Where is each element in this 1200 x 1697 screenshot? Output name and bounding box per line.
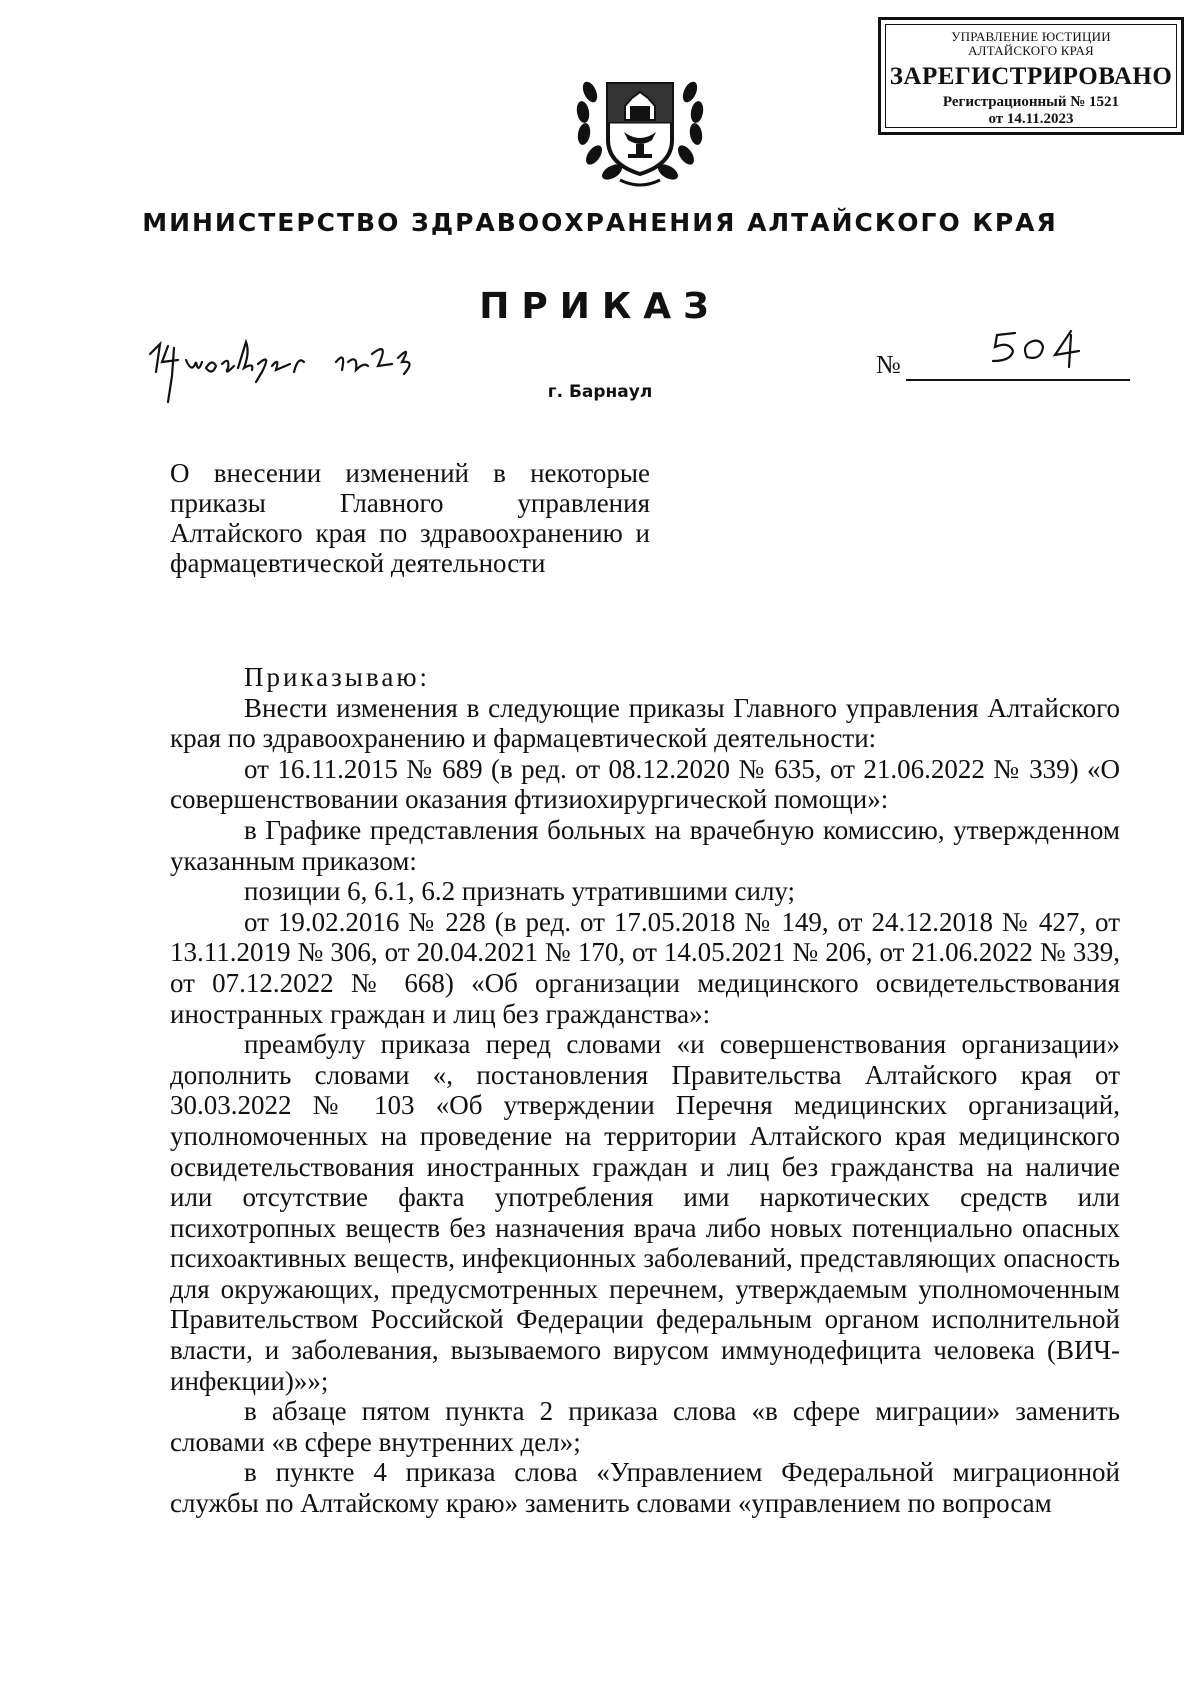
handwritten-number (985, 327, 1105, 377)
coat-of-arms-icon (570, 62, 710, 190)
body-paragraph: Приказываю: (244, 662, 430, 692)
body-paragraph: преамбулу приказа перед словами «и совершенствования организации» дополнить словами «, постановления Правительства Алтайского края от 30.03.2022 № 103 «Об утверждении Перечня медицинских организаций, уполномоченных на проведение на территории Алтайского края медицинского освидетельствования иностранных граждан и лиц без гражданства на наличие или отсутствие факта употребления ими наркотических средств или психотропных веществ без назначения врача либо новых потенциально опасных психоактивных веществ, инфекционных заболеваний, представляющих опасность для окружающих, предусмотренных перечнем, утверждаемым уполномоченным Правительством Российской Федерации федеральным органом исполнительной власти, и заболевания, вызываемого вирусом иммунодефицита человека (ВИЧ-инфекции)»»; (170, 1029, 1120, 1396)
body-paragraph: в пункте 4 приказа слова «Управлением Федеральной миграционной службы по Алтайскому краю» заменить словами «управлением по вопросам (170, 1457, 1120, 1519)
body-paragraph: от 19.02.2016 № 228 (в ред. от 17.05.2018 № 149, от 24.12.2018 № 427, от 13.11.2019 № 306, от 20.04.2021 № 170, от 14.05.2021 № 206, от 21.06.2022 № 339, от 07.12.2022 № 668) «Об организации медицинского освидетельствования иностранных граждан и лиц без гражданства»: (170, 906, 1120, 1029)
stamp-reg-date: от 14.11.2023 (988, 111, 1074, 127)
number-label: № (876, 350, 901, 379)
body-paragraph: позиции 6, 6.1, 6.2 признать утратившими силу; (244, 876, 796, 907)
stamp-inner-frame (885, 24, 1177, 128)
stamp-reg-number: Регистрационный № 1521 (942, 94, 1120, 110)
order-subject: О внесении изменений в некоторые приказы Главного управления Алтайского края по здравоохранению и фармацевтической деятельности (170, 458, 650, 578)
stamp-org-line1: УПРАВЛЕНИЕ ЮСТИЦИИ (951, 29, 1111, 44)
number-underline (906, 379, 1130, 381)
body-paragraph: в абзаце пятом пункта 2 приказа слова «в сфере миграции» заменить словами «в сфере внутренних дел»; (170, 1396, 1120, 1457)
stamp-status: ЗАРЕГИСТРИРОВАНО (889, 63, 1173, 90)
document-type: ПРИКАЗ (479, 286, 721, 327)
body-paragraph: от 16.11.2015 № 689 (в ред. от 08.12.2020 № 635, от 21.06.2022 № 339) «О совершенствовании оказания фтизиохирургической помощи»: (170, 753, 1120, 815)
registration-stamp (878, 17, 1184, 135)
stamp-org-line2: АЛТАЙСКОГО КРАЯ (968, 43, 1094, 58)
body-paragraph: Внести изменения в следующие приказы Главного управления Алтайского края по здравоохранению и фармацевтической деятельности: (170, 692, 1120, 754)
order-body (170, 662, 1120, 1519)
ministry-name: МИНИСТЕРСТВО ЗДРАВООХРАНЕНИЯ АЛТАЙСКОГО КРАЯ (142, 208, 1058, 237)
body-paragraph: в Графике представления больных на врачебную комиссию, утвержденном указанным приказом: (170, 814, 1120, 876)
stamp-registration (886, 94, 1176, 128)
city: г. Барнаул (547, 382, 653, 402)
stamp-organization (886, 30, 1176, 58)
